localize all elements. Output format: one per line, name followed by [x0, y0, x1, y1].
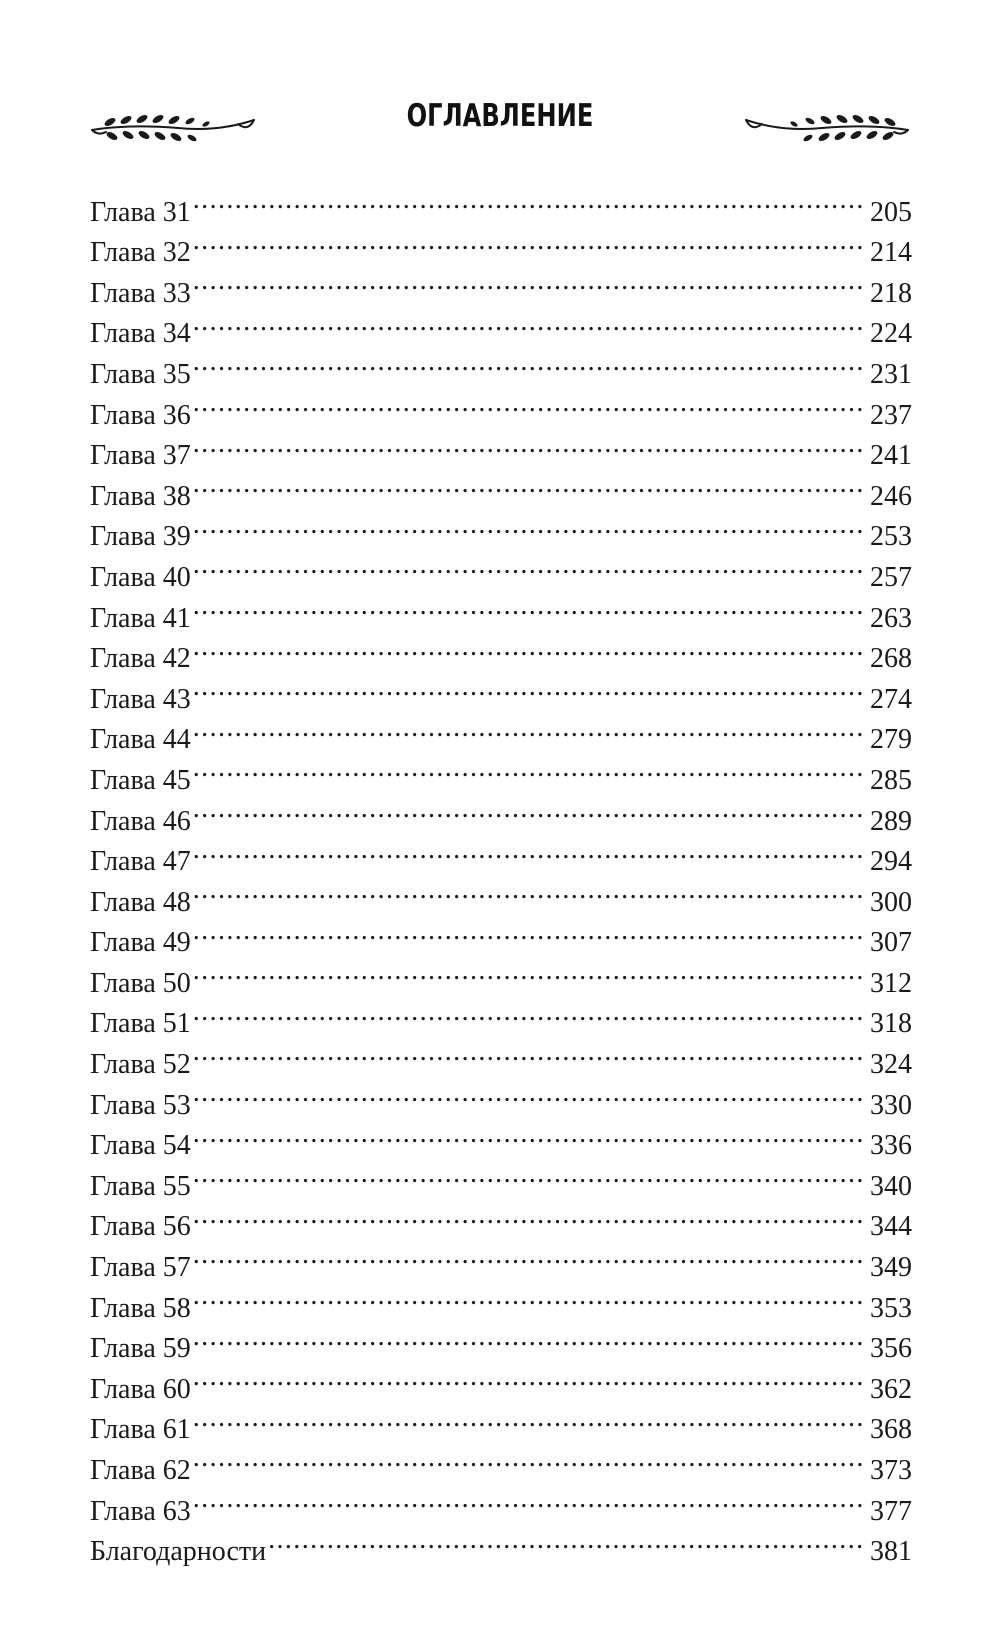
toc-entry-title: Глава 47 [90, 846, 191, 878]
toc-entry-title: Глава 60 [90, 1373, 191, 1405]
dot-leader [193, 748, 866, 789]
dot-leader [193, 383, 866, 424]
dot-leader [193, 464, 866, 505]
toc-entry[interactable] [90, 951, 912, 999]
dot-leader [193, 1317, 866, 1358]
dot-leader [193, 1276, 866, 1317]
dot-leader [193, 708, 866, 749]
toc-entry-page-number: 218 [870, 277, 912, 309]
toc-entry-page-number: 241 [870, 440, 912, 472]
toc-entry-title: Глава 63 [90, 1495, 191, 1527]
toc-entry-title: Глава 38 [90, 480, 191, 512]
toc-entry-title: Глава 40 [90, 561, 191, 593]
toc-entry[interactable] [90, 992, 912, 1040]
toc-entry-title: Глава 48 [90, 886, 191, 918]
toc-entry[interactable] [90, 586, 912, 634]
toc-entry-page-number: 349 [870, 1252, 912, 1284]
toc-entry-page-number: 279 [870, 724, 912, 756]
toc-entry[interactable] [90, 911, 912, 959]
dot-leader [193, 667, 866, 708]
toc-entry-page-number: 214 [870, 237, 912, 269]
toc-entry[interactable] [90, 1276, 912, 1324]
toc-entry-title: Глава 36 [90, 399, 191, 431]
toc-entry-title: Глава 35 [90, 358, 191, 390]
toc-entry-title: Глава 59 [90, 1333, 191, 1365]
toc-entry[interactable] [90, 1520, 912, 1568]
toc-entry[interactable] [90, 1398, 912, 1446]
toc-entry-page-number: 330 [870, 1089, 912, 1121]
toc-entry-title: Глава 34 [90, 318, 191, 350]
toc-entry-page-number: 368 [870, 1414, 912, 1446]
toc-entry-title: Глава 43 [90, 683, 191, 715]
toc-entry-title: Глава 33 [90, 277, 191, 309]
toc-entry-title: Глава 51 [90, 1008, 191, 1040]
dot-leader [193, 261, 866, 302]
dot-leader [193, 302, 866, 343]
toc-entry[interactable] [90, 505, 912, 553]
toc-entry[interactable] [90, 1317, 912, 1365]
dot-leader [193, 221, 866, 262]
dot-leader [193, 1114, 866, 1155]
toc-entry[interactable] [90, 261, 912, 309]
toc-entry-page-number: 300 [870, 886, 912, 918]
toc-header [88, 92, 912, 156]
toc-entry[interactable] [90, 383, 912, 431]
toc-entry[interactable] [90, 424, 912, 472]
dot-leader [193, 424, 866, 465]
toc-entry-title: Глава 57 [90, 1252, 191, 1284]
dot-leader [193, 545, 866, 586]
table-of-contents [90, 180, 912, 1568]
toc-entry-page-number: 377 [870, 1495, 912, 1527]
toc-entry[interactable] [90, 1114, 912, 1162]
toc-entry-page-number: 336 [870, 1130, 912, 1162]
toc-entry-page-number: 263 [870, 602, 912, 634]
dot-leader [193, 1398, 866, 1439]
toc-entry-page-number: 381 [870, 1536, 912, 1568]
toc-entry[interactable] [90, 342, 912, 390]
toc-entry-page-number: 268 [870, 643, 912, 675]
toc-entry-page-number: 362 [870, 1373, 912, 1405]
toc-entry-page-number: 344 [870, 1211, 912, 1243]
dot-leader [193, 870, 866, 911]
dot-leader [193, 789, 866, 830]
dot-leader [193, 830, 866, 871]
toc-entry-title: Глава 32 [90, 237, 191, 269]
toc-entry-page-number: 307 [870, 927, 912, 959]
dot-leader [193, 1235, 866, 1276]
toc-entry-page-number: 324 [870, 1049, 912, 1081]
toc-entry-title: Глава 53 [90, 1089, 191, 1121]
toc-entry-page-number: 289 [870, 805, 912, 837]
toc-entry-page-number: 373 [870, 1455, 912, 1486]
toc-entry[interactable] [90, 221, 912, 269]
toc-entry[interactable] [90, 1032, 912, 1081]
toc-entry-title: Глава 42 [90, 643, 191, 675]
toc-entry-title: Глава 62 [90, 1455, 191, 1486]
toc-entry-title: Глава 61 [90, 1414, 191, 1446]
toc-entry-page-number: 253 [870, 521, 912, 553]
toc-entry-page-number: 274 [870, 683, 912, 715]
toc-entry[interactable] [90, 1235, 912, 1284]
toc-entry[interactable] [90, 1438, 912, 1486]
toc-entry-page-number: 353 [870, 1292, 912, 1324]
toc-entry-title: Глава 56 [90, 1211, 191, 1243]
toc-entry-title: Глава 49 [90, 927, 191, 959]
dot-leader [193, 992, 866, 1033]
toc-entry-page-number: 257 [870, 561, 912, 593]
dot-leader [193, 505, 866, 546]
toc-entry-title: Глава 46 [90, 805, 191, 837]
toc-entry-title: Глава 44 [90, 724, 191, 756]
toc-entry[interactable] [90, 302, 912, 350]
dot-leader [193, 1195, 866, 1236]
toc-entry[interactable] [90, 1195, 912, 1243]
toc-entry-page-number: 340 [870, 1170, 912, 1202]
dot-leader [193, 180, 866, 221]
toc-entry[interactable] [90, 545, 912, 593]
toc-entry[interactable] [90, 830, 912, 878]
dot-leader [193, 627, 866, 668]
toc-entry-page-number: 312 [870, 967, 912, 999]
dot-leader [193, 1438, 866, 1479]
toc-entry[interactable] [90, 789, 912, 837]
toc-entry-title: Глава 50 [90, 967, 191, 999]
toc-entry-title: Глава 31 [90, 196, 191, 228]
toc-entry-page-number: 294 [870, 846, 912, 878]
toc-entry-title: Глава 39 [90, 521, 191, 553]
toc-entry[interactable] [90, 180, 912, 228]
toc-entry-title: Глава 54 [90, 1130, 191, 1162]
toc-entry-page-number: 205 [870, 196, 912, 228]
toc-entry[interactable] [90, 667, 912, 715]
toc-entry-page-number: 237 [870, 399, 912, 431]
toc-entry-page-number: 285 [870, 764, 912, 796]
toc-entry[interactable] [90, 748, 912, 796]
laurel-branch-icon [742, 110, 912, 146]
toc-entry[interactable] [90, 1154, 912, 1202]
toc-entry[interactable] [90, 870, 912, 918]
toc-entry[interactable] [90, 1357, 912, 1405]
dot-leader [193, 1032, 866, 1073]
toc-entry-page-number: 224 [870, 318, 912, 350]
dot-leader [193, 911, 866, 952]
dot-leader [268, 1520, 866, 1561]
toc-entry[interactable] [90, 1073, 912, 1121]
toc-entry-title: Глава 37 [90, 440, 191, 472]
toc-entry-title: Глава 58 [90, 1292, 191, 1324]
dot-leader [193, 586, 866, 627]
dot-leader [193, 342, 866, 383]
dot-leader [193, 1479, 866, 1520]
toc-entry[interactable] [90, 464, 912, 512]
toc-entry-title: Глава 41 [90, 602, 191, 634]
toc-entry[interactable] [90, 1479, 912, 1527]
dot-leader [193, 1154, 866, 1195]
toc-entry-page-number: 318 [870, 1008, 912, 1040]
dot-leader [193, 951, 866, 992]
toc-entry-page-number: 356 [870, 1333, 912, 1365]
toc-entry-title: Глава 55 [90, 1170, 191, 1202]
toc-entry-title: Благодарности [90, 1536, 267, 1568]
toc-entry-page-number: 231 [870, 358, 912, 390]
dot-leader [193, 1073, 866, 1114]
page-title: ОГЛАВЛЕНИЕ [406, 98, 594, 134]
toc-entry-page-number: 246 [870, 480, 912, 512]
toc-entry-title: Глава 52 [90, 1049, 191, 1081]
toc-entry[interactable] [90, 627, 912, 675]
toc-entry[interactable] [90, 708, 912, 756]
dot-leader [193, 1357, 866, 1398]
toc-entry-title: Глава 45 [90, 764, 191, 796]
